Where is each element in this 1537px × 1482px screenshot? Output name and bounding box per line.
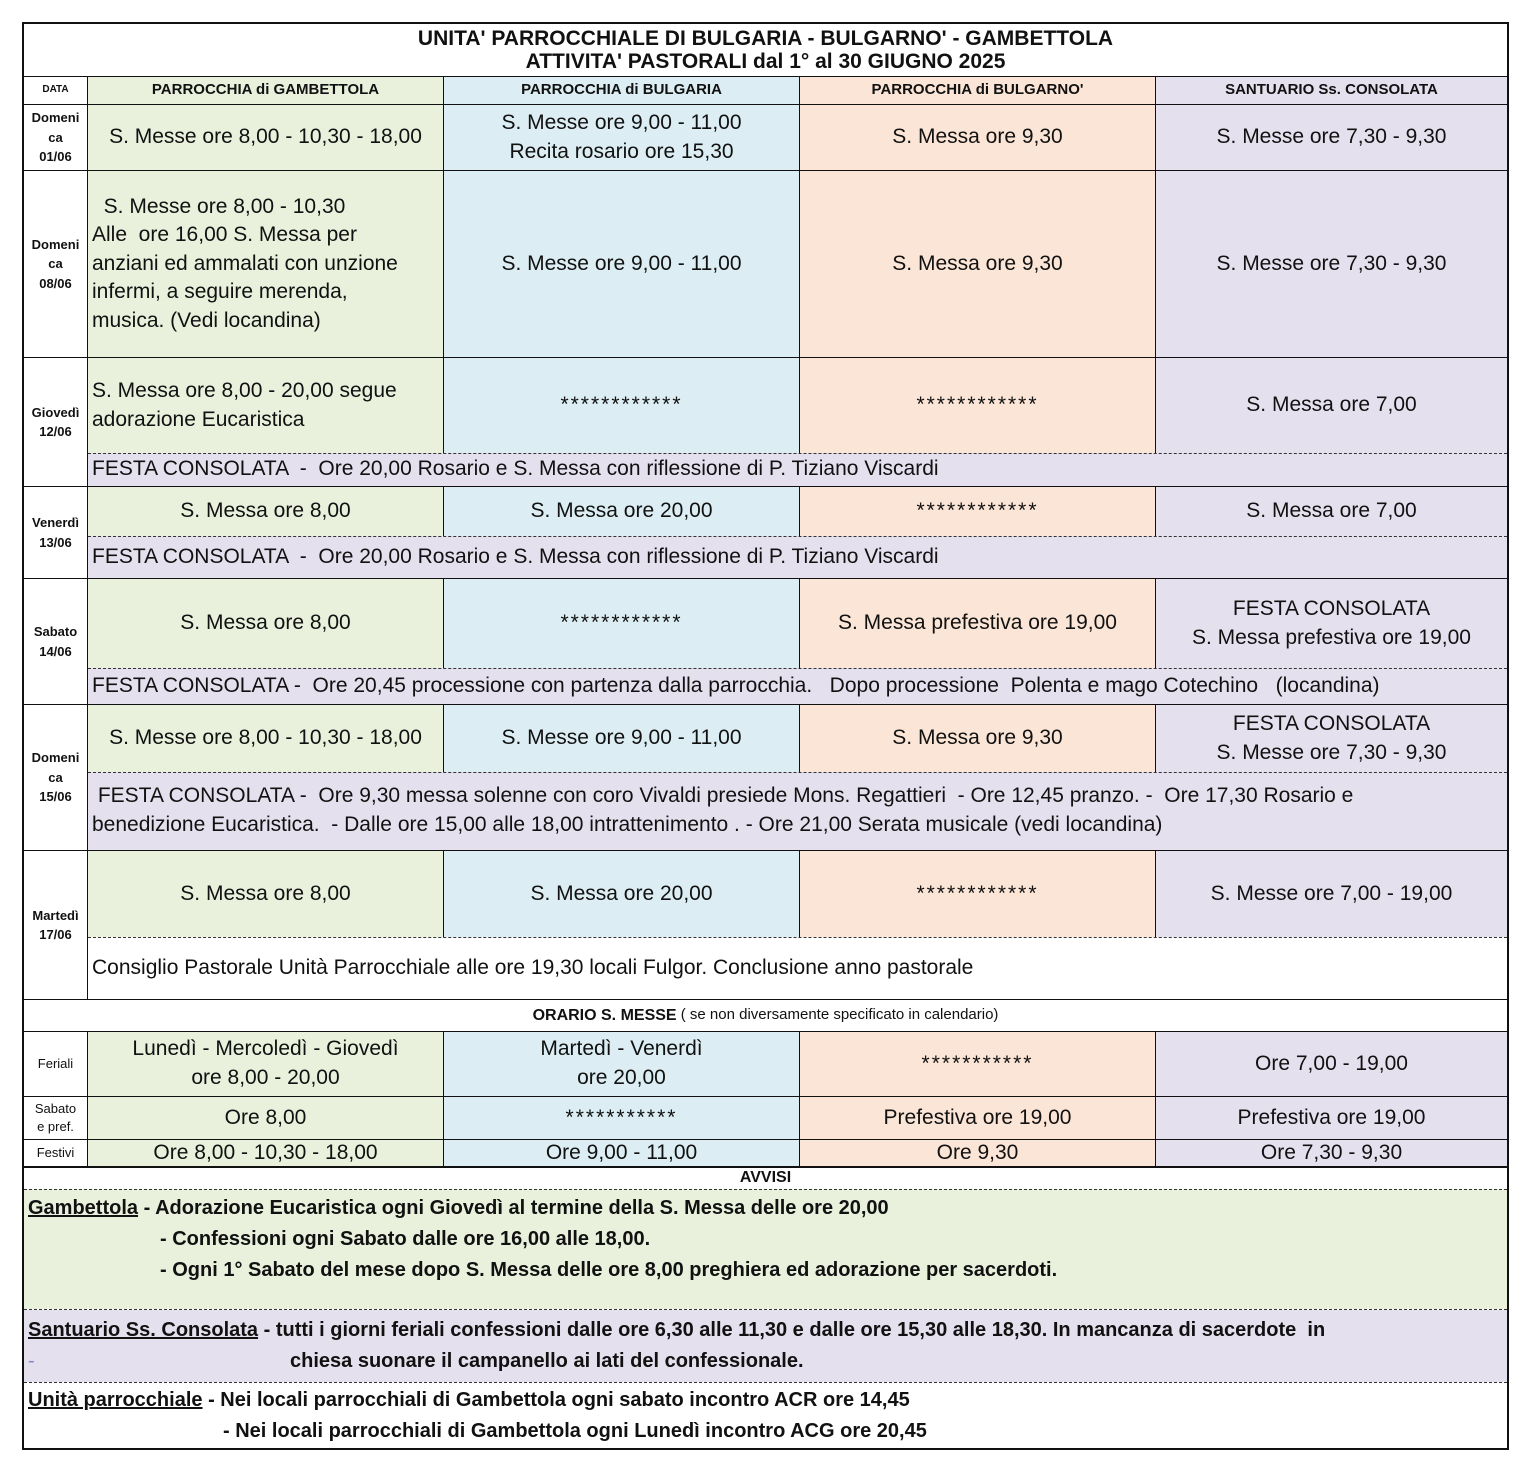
header-bulgarno: PARROCCHIA di BULGARNO' <box>800 76 1155 104</box>
date-label: Domeni <box>31 750 80 766</box>
cell-bulgarno <box>800 487 1155 536</box>
orario-cell-gambettola <box>88 1032 443 1096</box>
cell-text: S. Messa ore 8,00 <box>180 611 351 635</box>
cell-text: anziani ed ammalati con unzione <box>92 251 398 275</box>
column-rule <box>799 487 800 536</box>
column-rule <box>799 705 800 772</box>
avvisi-rule <box>24 1382 1507 1383</box>
avvisi-unita-line-2: - Nei locali parrocchiali di Gambettola ogni Lunedì incontro ACG ore 20,45 <box>223 1420 927 1442</box>
column-rule <box>443 105 444 170</box>
cell-santuario <box>1156 358 1507 453</box>
column-rule <box>799 171 800 357</box>
orario-title-bold: ORARIO S. MESSE <box>532 1006 677 1024</box>
date-cell <box>24 579 87 704</box>
date-label: ca <box>48 129 63 145</box>
cell-gambettola <box>88 705 443 772</box>
cell-santuario <box>1156 171 1507 357</box>
orario-cell-gambettola <box>88 1097 443 1139</box>
cell-gambettola <box>88 171 443 357</box>
cell-text: S. Messa ore 9,30 <box>892 726 1063 750</box>
cell-text: S. Messa ore 7,00 <box>1246 499 1417 523</box>
cell-text: S. Messe ore 8,00 - 10,30 - 18,00 <box>109 726 422 750</box>
avvisi-rule <box>24 1189 1507 1190</box>
festa-note <box>88 536 1507 578</box>
cell-bulgarno <box>800 851 1155 937</box>
cell-text: FESTA CONSOLATA <box>1232 596 1431 620</box>
orario-text: Ore 9,00 - 11,00 <box>545 1141 698 1165</box>
orario-text: Ore 8,00 <box>224 1105 307 1129</box>
column-rule <box>443 358 444 453</box>
cell-text: ************ <box>916 881 1039 905</box>
cell-text: S. Messa ore 8,00 - 20,00 segue <box>92 378 397 402</box>
note-text: benedizione Eucaristica. - Dalle ore 15,00 alle 18,00 intrattenimento . - Ore 21,00 Serata musicale (vedi locandina) <box>92 813 1163 836</box>
cell-text: infermi, a seguire merenda, <box>92 280 348 304</box>
festa-note <box>88 453 1507 486</box>
cell-text: S. Messe ore 9,00 - 11,00 <box>501 251 742 275</box>
note-text: FESTA CONSOLATA - Ore 9,30 messa solenne con coro Vivaldi presiede Mons. Regattieri - Ore 12,45 pranzo. - Ore 17,30 Rosario e <box>92 784 1354 808</box>
note-text: FESTA CONSOLATA - Ore 20,00 Rosario e S. Messa con riflessione di P. Tiziano Viscardi <box>92 544 939 568</box>
cell-bulgaria <box>444 487 799 536</box>
orario-text: Martedì - Venerdì <box>540 1037 703 1061</box>
date-cell <box>24 171 87 357</box>
note-rule <box>88 668 1507 669</box>
cell-bulgaria <box>444 851 799 937</box>
orario-title-note: ( se non diversamente specificato in calendario) <box>676 1006 999 1024</box>
orario-text: Prefestiva ore 19,00 <box>883 1105 1072 1129</box>
date-column-rule <box>87 76 88 1000</box>
cell-text: Recita rosario ore 15,30 <box>509 139 734 163</box>
column-rule <box>1155 105 1156 170</box>
cell-gambettola <box>88 851 443 937</box>
header-rule <box>24 104 1507 105</box>
orario-cell-bulgaria <box>444 1032 799 1096</box>
date-label: ca <box>48 769 63 785</box>
orario-text: ore 20,00 <box>577 1066 666 1089</box>
cell-bulgaria <box>444 579 799 668</box>
orario-label-text: Festivi <box>36 1145 75 1161</box>
avvisi-title: AVVISI <box>24 1167 1507 1189</box>
column-rule <box>443 1140 444 1166</box>
cell-text: S. Messa ore 8,00 <box>180 881 351 905</box>
column-rule <box>443 851 444 937</box>
cell-text: S. Messe ore 7,30 - 9,30 <box>1216 740 1447 764</box>
date-label: 01/06 <box>39 149 72 165</box>
orario-text: *********** <box>921 1051 1034 1075</box>
avvisi-unita-line-1: - Nei locali parrocchiali di Gambettola ogni sabato incontro ACR ore 14,45 <box>202 1389 910 1411</box>
orario-text: Ore 8,00 - 10,30 - 18,00 <box>153 1141 378 1165</box>
page-title <box>24 24 1507 76</box>
column-rule <box>1155 358 1156 453</box>
date-label: 13/06 <box>39 534 72 550</box>
column-rule <box>443 76 444 105</box>
column-rule <box>1155 1140 1156 1166</box>
cell-gambettola <box>88 579 443 668</box>
column-rule <box>443 1097 444 1139</box>
orario-label-text: Feriali <box>37 1056 74 1072</box>
cell-text: adorazione Eucaristica <box>92 407 305 431</box>
orario-text: Ore 9,30 <box>936 1141 1019 1165</box>
orario-cell-santuario <box>1156 1097 1507 1139</box>
column-rule <box>799 851 800 937</box>
cell-bulgaria <box>444 705 799 772</box>
note-rule <box>88 536 1507 537</box>
cell-bulgarno <box>800 705 1155 772</box>
orario-label-text: Sabato <box>34 1101 77 1117</box>
orario-cell-santuario <box>1156 1032 1507 1096</box>
festa-note <box>88 937 1507 999</box>
note-rule <box>88 453 1507 454</box>
cell-text: ************ <box>560 393 683 417</box>
note-rule <box>88 937 1507 938</box>
orario-cell-bulgarno <box>800 1097 1155 1139</box>
cell-text: S. Messe ore 7,30 - 9,30 <box>1216 125 1447 149</box>
avvisi-gambettola-line-2: - Confessioni ogni Sabato dalle ore 16,00 alle 18,00. <box>160 1228 651 1250</box>
note-rule <box>88 772 1507 773</box>
avvisi-gambettola-line-1: - Adorazione Eucaristica ogni Giovedì al termine della S. Messa delle ore 20,00 <box>138 1197 889 1219</box>
header-bulgaria: PARROCCHIA di BULGARIA <box>444 76 799 104</box>
note-text: FESTA CONSOLATA - Ore 20,45 processione con partenza dalla parrocchia. Dopo processione Polenta e mago Cotechino (locandina) <box>92 673 1380 697</box>
orario-cell-bulgaria <box>444 1097 799 1139</box>
date-label: Martedì <box>32 907 79 923</box>
cell-text: ************ <box>916 499 1039 523</box>
column-rule <box>1155 76 1156 105</box>
cell-text: ************ <box>916 393 1039 417</box>
title-line-2: ATTIVITA' PASTORALI dal 1° al 30 GIUGNO 2025 <box>525 50 1006 73</box>
cell-text: musica. (Vedi locandina) <box>92 308 321 332</box>
date-cell <box>24 705 87 850</box>
column-rule <box>1155 579 1156 668</box>
orario-cell-bulgarno <box>800 1140 1155 1166</box>
schedule-sheet <box>22 22 1509 1450</box>
cell-text: S. Messa prefestiva ore 19,00 <box>1192 625 1471 649</box>
orario-text: Ore 7,30 - 9,30 <box>1260 1141 1403 1165</box>
orario-cell-santuario <box>1156 1140 1507 1166</box>
date-cell <box>24 487 87 578</box>
cell-santuario <box>1156 579 1507 668</box>
header-santuario: SANTUARIO Ss. CONSOLATA <box>1156 76 1507 104</box>
title-rule <box>24 76 1507 77</box>
cell-bulgarno <box>800 579 1155 668</box>
cell-text: S. Messa prefestiva ore 19,00 <box>838 611 1117 635</box>
column-rule <box>1155 487 1156 536</box>
column-rule <box>443 579 444 668</box>
avvisi-top-rule <box>24 1166 1507 1168</box>
avvisi-santuario-line-2: chiesa suonare il campanello ai lati del confessionale. <box>290 1350 804 1372</box>
column-rule <box>799 1032 800 1096</box>
orario-text: Ore 7,00 - 19,00 <box>1255 1051 1408 1075</box>
date-label: 17/06 <box>39 927 72 942</box>
festa-note <box>88 772 1507 850</box>
date-label: Sabato <box>33 624 78 639</box>
cell-text: S. Messe ore 8,00 - 10,30 <box>92 194 346 218</box>
cell-santuario <box>1156 487 1507 536</box>
orario-text: ore 8,00 - 20,00 <box>191 1066 340 1089</box>
column-rule <box>799 1097 800 1139</box>
column-rule <box>1155 1032 1156 1096</box>
orario-text: *********** <box>565 1105 678 1129</box>
column-rule <box>443 1032 444 1096</box>
cell-text: S. Messa ore 20,00 <box>530 499 713 523</box>
date-column-rule <box>87 1032 88 1166</box>
cell-gambettola <box>88 105 443 170</box>
date-label: 08/06 <box>39 275 72 291</box>
date-label: Domeni <box>31 236 80 252</box>
cell-santuario <box>1156 705 1507 772</box>
column-rule <box>443 171 444 357</box>
cell-text: ************ <box>560 611 683 635</box>
cell-gambettola <box>88 358 443 453</box>
cell-bulgarno <box>800 171 1155 357</box>
orario-label <box>24 1032 87 1096</box>
cell-text: S. Messa ore 20,00 <box>530 881 713 905</box>
cell-bulgarno <box>800 358 1155 453</box>
column-rule <box>1155 705 1156 772</box>
column-rule <box>799 76 800 105</box>
date-cell <box>24 105 87 170</box>
cell-gambettola <box>88 487 443 536</box>
cell-text: Alle ore 16,00 S. Messa per <box>92 223 357 247</box>
cell-text: S. Messa ore 8,00 <box>180 499 351 523</box>
orario-cell-bulgarno <box>800 1032 1155 1096</box>
avvisi-santuario <box>24 1310 1507 1382</box>
orario-text: Prefestiva ore 19,00 <box>1237 1105 1426 1129</box>
cell-bulgaria <box>444 105 799 170</box>
column-rule <box>1155 1097 1156 1139</box>
orario-text: Lunedì - Mercoledì - Giovedì <box>132 1037 399 1061</box>
note-text: Consiglio Pastorale Unità Parrocchiale alle ore 19,30 locali Fulgor. Conclusione anno pastorale <box>92 955 974 979</box>
title-line-1: UNITA' PARROCCHIALE DI BULGARIA - BULGARNO' - GAMBETTOLA <box>417 26 1114 50</box>
column-rule <box>799 1140 800 1166</box>
cell-text: S. Messa ore 9,30 <box>892 251 1063 275</box>
orario-label-text: e pref. <box>37 1119 74 1134</box>
column-rule <box>799 105 800 170</box>
date-label: Venerdì <box>32 515 79 530</box>
cell-text: S. Messe ore 9,00 - 11,00 <box>501 726 742 750</box>
orario-label <box>24 1140 87 1166</box>
cell-bulgaria <box>444 358 799 453</box>
date-label: 12/06 <box>39 424 72 439</box>
orario-cell-gambettola <box>88 1140 443 1166</box>
cell-text: S. Messe ore 7,30 - 9,30 <box>1216 251 1447 275</box>
avvisi-santuario-line-1: - tutti i giorni feriali confessioni dalle ore 6,30 alle 11,30 e dalle ore 15,30 alle 18,30. In mancanza di sacerdote in <box>258 1319 1326 1341</box>
cell-text: S. Messe ore 9,00 - 11,00 <box>501 110 742 134</box>
cell-text: S. Messa ore 9,30 <box>892 125 1063 149</box>
cell-bulgarno <box>800 105 1155 170</box>
avvisi-santuario-heading: Santuario Ss. Consolata <box>28 1319 259 1341</box>
note-text: FESTA CONSOLATA - Ore 20,00 Rosario e S. Messa con riflessione di P. Tiziano Viscardi <box>92 457 939 481</box>
date-label: ca <box>48 256 63 272</box>
header-gambettola: PARROCCHIA di GAMBETTOLA <box>88 76 443 104</box>
cell-text: S. Messe ore 7,00 - 19,00 <box>1210 881 1453 905</box>
date-cell <box>24 358 87 486</box>
avvisi-unita <box>24 1383 1507 1448</box>
avvisi-santuario-marker: - <box>28 1350 35 1372</box>
column-rule <box>1155 851 1156 937</box>
festa-note <box>88 668 1507 704</box>
date-label: 15/06 <box>39 789 72 805</box>
column-rule <box>799 579 800 668</box>
date-label: Giovedì <box>31 404 80 420</box>
cell-santuario <box>1156 851 1507 937</box>
column-rule <box>443 705 444 772</box>
column-rule <box>1155 171 1156 357</box>
orario-top-rule <box>24 1031 1507 1032</box>
orario-label <box>24 1097 87 1139</box>
date-label: 14/06 <box>39 643 72 659</box>
orario-title <box>24 1000 1507 1031</box>
cell-bulgaria <box>444 171 799 357</box>
avvisi-unita-heading: Unità parrocchiale <box>28 1389 203 1411</box>
date-label: Domeni <box>31 110 80 126</box>
avvisi-rule <box>24 1309 1507 1310</box>
column-rule <box>443 487 444 536</box>
date-cell <box>24 851 87 999</box>
cell-text: FESTA CONSOLATA <box>1232 711 1431 735</box>
column-rule <box>799 358 800 453</box>
header-data: DATA <box>24 76 87 104</box>
cell-santuario <box>1156 105 1507 170</box>
cell-text: S. Messa ore 7,00 <box>1246 393 1417 417</box>
cell-text: S. Messe ore 8,00 - 10,30 - 18,00 <box>109 125 422 149</box>
avvisi-gambettola-heading: Gambettola <box>28 1197 139 1219</box>
orario-cell-bulgaria <box>444 1140 799 1166</box>
avvisi-gambettola <box>24 1189 1507 1309</box>
avvisi-gambettola-line-3: - Ogni 1° Sabato del mese dopo S. Messa delle ore 8,00 preghiera ed adorazione per sacerdoti. <box>160 1259 1058 1281</box>
